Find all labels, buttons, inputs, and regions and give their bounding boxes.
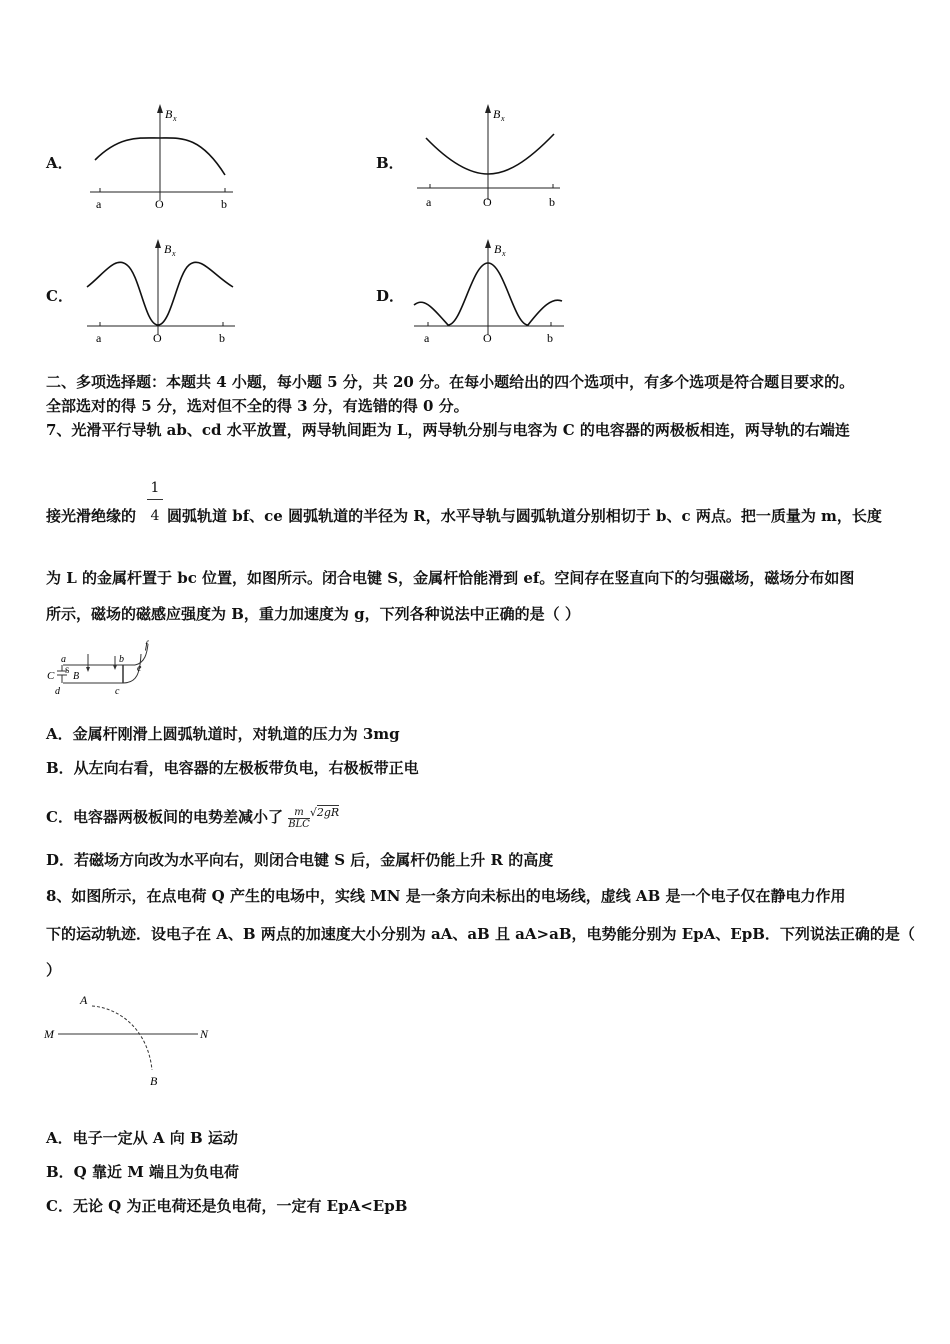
q7-line1: 7、光滑平行导轨 ab、cd 水平放置，两导轨间距为 L，两导轨分别与电容为 C 的电容器的两极板相连，两导轨的右端连 [46,421,850,439]
graph-option-a-label: A． [46,154,73,172]
svg-text:x: x [501,114,505,123]
svg-text:x: x [502,249,506,258]
q8-line1: 8、如图所示，在点电荷 Q 产生的电场中，实线 MN 是一条方向未标出的电场线，虚线 AB 是一个电子仅在静电力作用 [46,887,846,905]
svg-text:B: B [164,242,172,256]
curve [87,262,233,325]
graph-option-c-label: C． [46,287,73,305]
q7-option-c [46,803,339,830]
q8-option-c: C．无论 Q 为正电荷还是负电荷，一定有 EpA<EpB [46,1197,408,1215]
svg-text:A: A [80,993,88,1007]
q8-option-b: B．Q 靠近 M 端且为负电荷 [46,1163,240,1181]
svg-text:b: b [219,331,225,345]
trajectory-ab [92,1006,152,1070]
q7-line4: 所示，磁场的磁感应强度为 B，重力加速度为 g，下列各种说法中正确的是（ ） [46,605,580,623]
q7-option-a: A．金属杆刚滑上圆弧轨道时，对轨道的压力为 3mg [46,725,400,743]
svg-text:a: a [426,195,432,209]
svg-text:B: B [494,242,502,256]
q8-figure [40,990,220,1090]
q7-option-d: D．若磁场方向改为水平向右，则闭合电键 S 后，金属杆仍能上升 R 的高度 [46,851,554,869]
graph-option-a [85,100,240,215]
q7-option-c-frac: $\frac{m}{\text{BLC}}$ [288,806,310,830]
q7-line3: 为 L 的金属杆置于 bc 位置，如图所示。闭合电键 S，金属杆恰能滑到 ef。空间存在竖直向下的匀强磁场，磁场分布如图 [46,569,855,587]
svg-text:d: d [55,686,60,697]
svg-text:S: S [65,666,70,675]
y-axis-arrow [157,104,163,113]
tick-b: b [221,197,227,211]
graph-option-c [85,235,240,347]
svg-text:f: f [145,640,148,651]
q7-option-c-text: C．电容器两极板间的电势差减小了 [46,808,283,826]
q7-frac-den: 4 [150,508,160,524]
q7-line2-pre: 接光滑绝缘的 [46,507,137,525]
svg-text:M: M [44,1027,54,1041]
graph-option-d-label: D． [376,287,405,305]
tick-a: a [96,197,102,211]
svg-text:O: O [483,195,492,209]
svg-text:e: e [137,663,142,674]
svg-text:x: x [172,249,176,258]
graph-option-b [412,100,567,215]
svg-text:B: B [73,671,80,682]
svg-text:B: B [150,1074,158,1088]
svg-text:c: c [115,686,120,697]
svg-text:N: N [200,1027,209,1041]
svg-text:x: x [173,114,177,123]
q7-frac-num: 1 [150,480,160,496]
svg-text:O: O [153,331,162,345]
svg-text:a: a [61,654,66,665]
svg-text:a: a [96,331,102,345]
q8-option-a: A．电子一定从 A 向 B 运动 [46,1129,238,1147]
svg-text:C: C [47,670,55,682]
curve [426,134,554,174]
graph-option-b-label: B． [376,154,404,172]
q7-option-c-sqrt: √2gR [309,806,340,819]
svg-text:a: a [424,331,430,345]
section2-line1: 二、多项选择题：本题共 4 小题，每小题 5 分，共 20 分。在每小题给出的四个选项中，有多个选项是符合题目要求的。 [46,373,855,391]
svg-text:b: b [119,654,124,665]
svg-text:b: b [547,331,553,345]
q7-line2-post: 圆弧轨道 bf、ce 圆弧轨道的半径为 R，水平导轨与圆弧轨道分别相切于 b、c 两点。把一质量为 m，长度 [167,507,882,525]
svg-text:B: B [493,107,501,121]
graph-option-d [412,235,572,347]
svg-text:b: b [549,195,555,209]
q7-option-b: B．从左向右看，电容器的左极板带负电，右极板带正电 [46,759,419,777]
q8-line3: ） [46,961,62,979]
q8-line2: 下的运动轨迹．设电子在 A、B 两点的加速度大小分别为 aA、aB 且 aA>aB，电势能分别为 EpA、EpB．下列说法正确的是（ [46,925,915,943]
svg-text:O: O [483,331,492,345]
q7-frac-bar [147,499,163,500]
axis-label: B [165,107,173,121]
tick-o: O [155,197,164,211]
section2-line2: 全部选对的得 5 分，选对但不全的得 3 分，有选错的得 0 分。 [46,397,469,415]
q7-figure [45,638,165,700]
